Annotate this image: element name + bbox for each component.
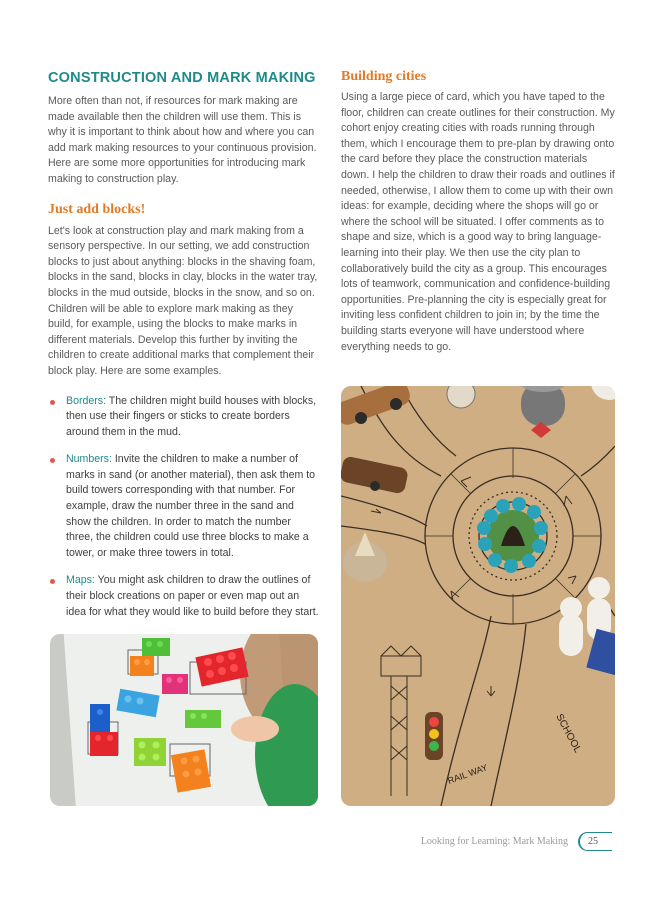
page-number: 25: [578, 832, 612, 851]
bullet-term: Maps:: [66, 574, 95, 587]
block-lime: [134, 738, 166, 766]
grey-tube: [521, 386, 565, 426]
bullet-term: Numbers:: [66, 453, 112, 466]
list-item: [48, 394, 320, 441]
photo-city-plan: [341, 386, 615, 806]
bullet-icon: [50, 458, 55, 463]
list-item: [48, 573, 320, 620]
school-label: SCHOOL: [553, 712, 583, 755]
bullet-text: You might ask children to draw the outlines of their block creations on paper or even map out an idea for what they would like to build before they start.: [66, 574, 319, 618]
examples-list: [48, 394, 320, 621]
block-orange-large: [171, 749, 211, 792]
right-column: [341, 66, 617, 355]
page-footer: [421, 830, 612, 852]
photo-blocks-on-paper: [50, 634, 318, 806]
blocks-paragraph: Let's look at construction play and mark making from a sensory perspective. In our setting, we add construction blocks to just about anything: blocks in the shaving foam, blocks in the sand, blocks in clay, blocks in the water tray, blocks in the mud outside, blocks in the snow, and so on. Children will be able to explore mark making as they build, for example, using the blocks to make marks in different materials. Develop this further by inviting the children to create additional marks that complement their block play. Here are some examples.: [48, 224, 318, 377]
bullet-icon: [50, 579, 55, 584]
left-column: [48, 66, 320, 632]
subheading-building-cities: Building cities: [341, 69, 427, 84]
running-title: Looking for Learning: Mark Making: [420, 835, 568, 847]
cities-paragraph: Using a large piece of card, which you have taped to the floor, children can create outlines for their construction. My cohort enjoy creating cities with roads running through them, which I encourage them to pre-plan by drawing onto the card before they place the construction materials down. I help the children to draw their roads and outlines if needed, otherwise, I allow them to come up with their own ideas: for example, deciding where the shops will go or where the school will be situated. I offer comments as to shape and size, which is a good way to bring language-learning into their play. We then use the city plan to collaboratively build the city as a group. This encourages lots of teamwork, communication and confidence-building opportunities. Pre-planning the city is especially great for inviting less confident children to join in; by the time the building starts everyone will have understood where everything needs to go.: [341, 91, 615, 353]
bullet-text: Invite the children to make a number of marks in sand (or another material), then ask them to build towers corresponding with that number. For example, draw the number three in the sand and show the children. In order to match the number three, the children could use three blocks to make a tower, or make three towers in total.: [66, 453, 316, 559]
intro-paragraph: More often than not, if resources for mark making are made available then the children will use them. This is why it is important to think about how and where you can add mark making resources to your continuous provision. Here are some more opportunities for introducing mark making to construction play.: [48, 95, 317, 185]
city-plan-illustration: [341, 386, 615, 806]
block-green: [142, 638, 170, 656]
block-lime-small: [185, 710, 221, 728]
bullet-term: Borders:: [66, 394, 107, 407]
list-item: [48, 452, 320, 561]
subheading-just-add-blocks: Just add blocks!: [48, 201, 146, 217]
block-orange: [130, 656, 154, 676]
railway-label: RAIL WAY: [446, 762, 489, 786]
bullet-icon: [50, 400, 55, 405]
blocks-illustration: [50, 634, 318, 806]
traffic-light: [425, 712, 443, 760]
section-heading: CONSTRUCTION AND MARK MAKING: [48, 70, 316, 86]
block-blue: [90, 704, 110, 736]
bullet-text: The children might build houses with blocks, then use their fingers or sticks to create borders around them in the mud.: [66, 394, 317, 438]
block-red: [90, 732, 118, 756]
block-pink: [162, 674, 188, 694]
